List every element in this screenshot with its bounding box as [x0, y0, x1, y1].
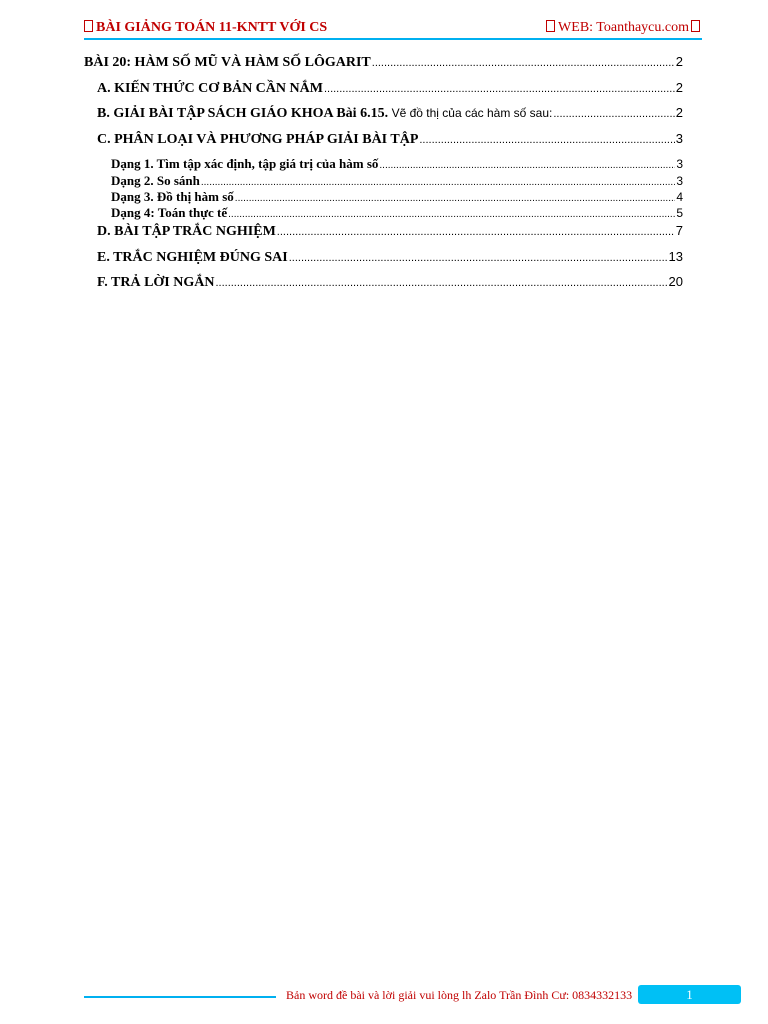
toc-entry-type-1[interactable] [111, 156, 683, 172]
toc-title [97, 106, 552, 122]
toc-title: E. TRẮC NGHIỆM ĐÚNG SAI [97, 250, 288, 265]
header-website: WEB: Toanthaycu.com [558, 20, 689, 35]
toc-title-bold: B. GIẢI BÀI TẬP SÁCH GIÁO KHOA Bài 6.15. [97, 106, 389, 121]
toc-page-number: 4 [676, 190, 683, 204]
toc-page-number: 3 [676, 174, 683, 188]
toc-entry-type-2[interactable] [111, 173, 683, 189]
toc-entry-type-3[interactable] [111, 189, 683, 205]
toc-leader [379, 160, 675, 171]
header-left [84, 19, 327, 37]
toc-title: C. PHÂN LOẠI VÀ PHƯƠNG PHÁP GIẢI BÀI TẬP [97, 132, 419, 147]
toc-title-plain: Vẽ đồ thị của các hàm số sau: [391, 106, 553, 120]
footer-page-number: 1 [638, 985, 741, 1004]
toc-entry-section-d[interactable] [97, 223, 683, 240]
toc-leader [235, 193, 676, 204]
toc-title: BÀI 20: HÀM SỐ MŨ VÀ HÀM SỐ LÔGARIT [84, 55, 371, 70]
footer-divider [84, 996, 276, 998]
toc-page-number: 5 [676, 206, 683, 220]
toc-title: Dạng 3. Đồ thị hàm số [111, 189, 234, 204]
toc-title: D. BÀI TẬP TRẮC NGHIỆM [97, 224, 276, 239]
toc-page-number: 2 [675, 105, 683, 120]
toc-title: Dạng 1. Tìm tập xác định, tập giá trị của hàm số [111, 156, 379, 171]
toc-leader [324, 83, 675, 95]
toc-entry-type-4[interactable] [111, 205, 683, 221]
toc-page-number: 2 [675, 80, 683, 95]
toc-page-number: 2 [675, 54, 683, 69]
toc-entry-lesson[interactable] [84, 54, 683, 71]
toc-title: Dạng 4: Toán thực tế [111, 205, 228, 220]
checkbox-glyph-icon [84, 20, 93, 32]
footer-contact-note: Bản word đề bài và lời giải vui lòng lh Zalo Trần Đình Cư: 0834332133 [286, 988, 633, 1002]
toc-page-number: 13 [668, 249, 683, 264]
toc-leader [372, 57, 675, 69]
toc-entry-section-e[interactable] [97, 249, 683, 266]
toc-page-number: 3 [676, 157, 683, 171]
page-header [84, 19, 700, 39]
toc-title: F. TRẢ LỜI NGẮN [97, 275, 215, 290]
toc-entry-section-a[interactable] [97, 80, 683, 97]
toc-title: A. KIẾN THỨC CƠ BẢN CẦN NẮM [97, 81, 323, 96]
toc-entry-section-b[interactable] [97, 105, 683, 122]
toc-leader [201, 177, 675, 188]
header-divider [84, 38, 702, 40]
toc-leader [289, 252, 668, 264]
toc-entry-section-f[interactable] [97, 274, 683, 291]
header-right [546, 19, 700, 37]
toc-leader [215, 277, 667, 289]
toc-page-number: 20 [668, 274, 683, 289]
toc-leader [419, 134, 674, 146]
header-course-title: BÀI GIẢNG TOÁN 11-KNTT VỚI CS [96, 20, 328, 35]
toc-leader [228, 209, 675, 220]
toc-title: Dạng 2. So sánh [111, 173, 200, 188]
checkbox-glyph-icon [546, 20, 555, 32]
toc-page-number: 3 [675, 131, 683, 146]
toc-leader [277, 226, 675, 238]
toc-entry-section-c[interactable] [97, 131, 683, 148]
toc-page-number: 7 [675, 223, 683, 238]
checkbox-glyph-icon [691, 20, 700, 32]
toc-leader [553, 108, 674, 120]
